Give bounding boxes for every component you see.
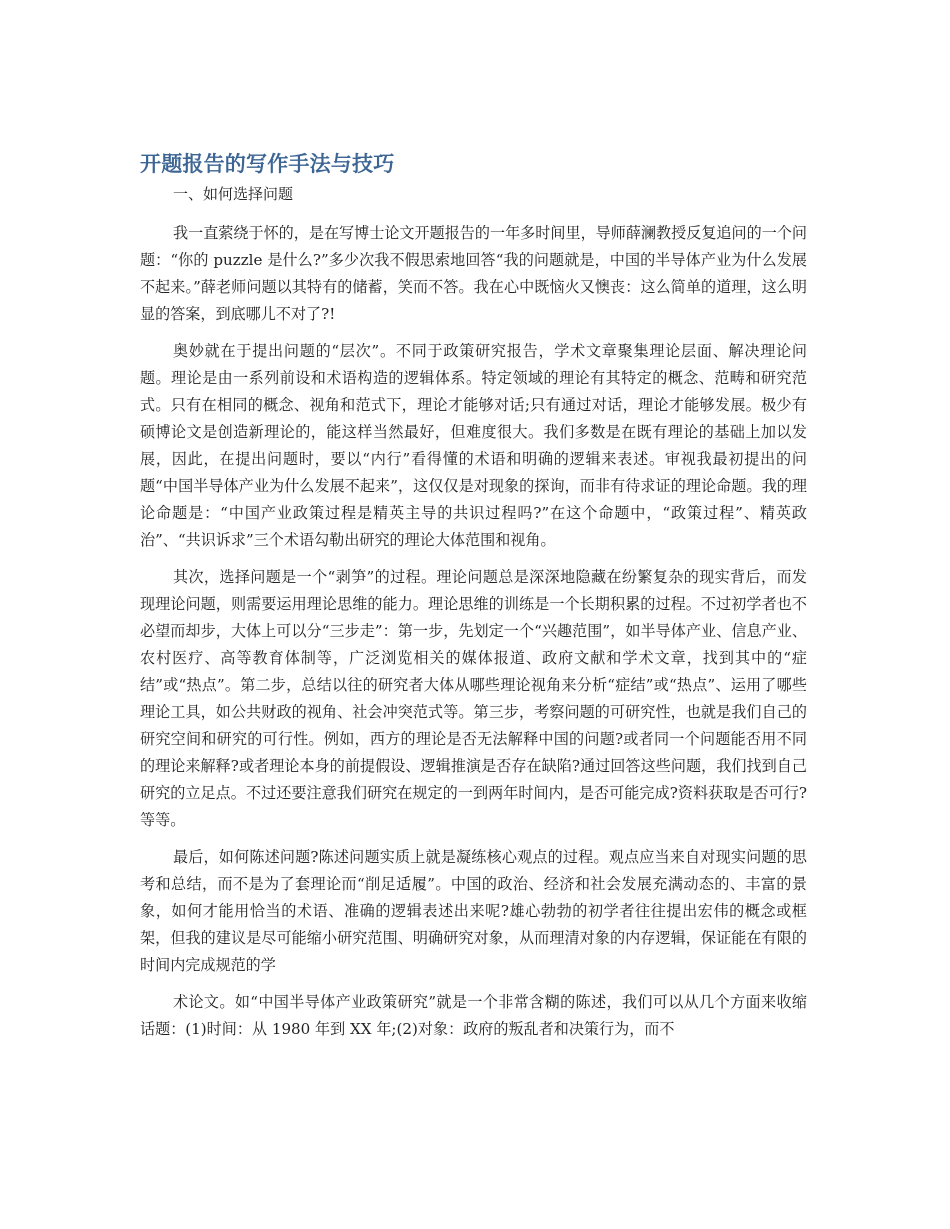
document-page <box>140 148 807 1053</box>
section-heading: 一、如何选择问题 <box>173 185 294 203</box>
document-title: 开题报告的写作手法与技巧 <box>140 152 395 176</box>
paragraph-1: 我一直萦绕于怀的，是在写博士论文开题报告的一年多时间里，导师薛澜教授反复追问的一个问题：“你的 puzzle 是什么?”多少次我不假思索地回答“我的问题就是，中国的半导体产业为什么发展不起来。”薛老师问题以其特有的储蓄，笑而不答。我在心中既恼火又懊丧：这么简单的道理，这么明显的答案，到底哪儿不对了?! <box>140 224 807 323</box>
paragraph-5: 术论文。如“中国半导体产业政策研究”就是一个非常含糊的陈述，我们可以从几个方面来收缩话题：(1)时间：从 1980 年到 XX 年;(2)对象：政府的叛乱者和决策行为，而不 <box>140 993 807 1038</box>
paragraph-3: 其次，选择问题是一个“剥笋”的过程。理论问题总是深深地隐藏在纷繁复杂的现实背后，而发现理论问题，则需要运用理论思维的能力。理论思维的训练是一个长期积累的过程。不过初学者也不必望而却步，大体上可以分“三步走”：第一步，先划定一个“兴趣范围”，如半导体产业、信息产业、农村医疗、高等教育体制等，广泛浏览相关的媒体报道、政府文献和学术文章，找到其中的“症结”或“热点”。第二步，总结以往的研究者大体从哪些理论视角来分析“症结”或“热点”、运用了哪些理论工具，如公共财政的视角、社会冲突范式等。第三步，考察问题的可研究性，也就是我们自己的研究空间和研究的可行性。例如，西方的理论是否无法解释中国的问题?或者同一个问题能否用不同的理论来解释?或者理论本身的前提假设、逻辑推演是否存在缺陷?通过回答这些问题，我们找到自己研究的立足点。不过还要注意我们研究在规定的一到两年时间内，是否可能完成?资料获取是否可行?等等。 <box>140 568 807 829</box>
paragraph-2: 奥妙就在于提出问题的“层次”。不同于政策研究报告，学术文章聚集理论层面、解决理论问题。理论是由一系列前设和术语构造的逻辑体系。特定领域的理论有其特定的概念、范畴和研究范式。只有在相同的概念、视角和范式下，理论才能够对话;只有通过对话，理论才能够发展。极少有硕博论文是创造新理论的，能这样当然最好，但难度很大。我们多数是在既有理论的基础上加以发展，因此，在提出问题时，要以“内行”看得懂的术语和明确的逻辑来表述。审视我最初提出的问题“中国半导体产业为什么发展不起来”，这仅仅是对现象的探询，而非有待求证的理论命题。我的理论命题是：“中国产业政策过程是精英主导的共识过程吗?”在这个命题中，“政策过程”、精英政治”、“共识诉求”三个术语勾勒出研究的理论大体范围和视角。 <box>140 342 807 549</box>
paragraph-4: 最后，如何陈述问题?陈述问题实质上就是凝练核心观点的过程。观点应当来自对现实问题的思考和总结，而不是为了套理论而“削足适履”。中国的政治、经济和社会发展充满动态的、丰富的景象，如何才能用恰当的术语、准确的逻辑表述出来呢?雄心勃勃的初学者往往提出宏伟的概念或框架，但我的建议是尽可能缩小研究范围、明确研究对象，从而理清对象的内存逻辑，保证能在有限的时间内完成规范的学 <box>140 848 807 974</box>
